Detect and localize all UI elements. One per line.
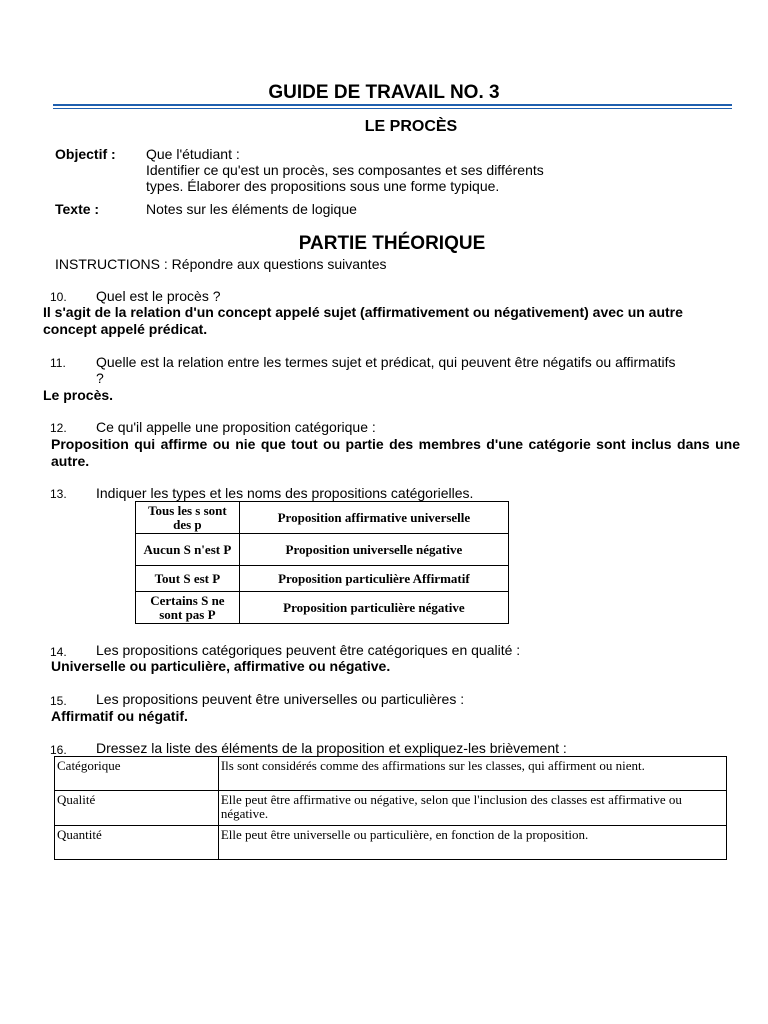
answer-text: Il s'agit de la relation d'un concept appelé sujet (affirmativement ou négativement) avec un autre concept appelé prédicat. xyxy=(43,304,683,337)
answer-text: Proposition qui affirme ou nie que tout ou partie des membres d'une catégorie sont inclus dans une autre. xyxy=(51,436,740,469)
question-number: 11. xyxy=(50,356,66,370)
texte-label: Texte : xyxy=(55,201,100,217)
table-row xyxy=(55,791,727,826)
question-text: Indiquer les types et les noms des propositions catégorielles. xyxy=(96,485,474,501)
question-text: Dressez la liste des éléments de la proposition et expliquez-les brièvement : xyxy=(96,740,567,756)
objectif-line: Identifier ce qu'est un procès, ses composantes et ses différents xyxy=(146,162,544,178)
objectif-line: types. Élaborer des propositions sous une forme typique. xyxy=(146,178,500,194)
table-row xyxy=(55,826,727,860)
objectif-line: Que l'étudiant : xyxy=(146,146,240,162)
question-number: 16. xyxy=(50,743,67,757)
title-rule-thick xyxy=(53,104,732,106)
objectif-text xyxy=(146,146,544,194)
section-title: PARTIE THÉORIQUE xyxy=(298,233,486,254)
element-term: Quantité xyxy=(55,826,219,860)
answer-text: Universelle ou particulière, affirmative ou négative. xyxy=(51,658,391,674)
element-term: Catégorique xyxy=(55,757,219,791)
question-text: Les propositions catégoriques peuvent être catégoriques en qualité : xyxy=(96,642,521,658)
question-number: 10. xyxy=(50,290,67,304)
document-subtitle: LE PROCÈS xyxy=(364,118,458,135)
proposition-name: Proposition universelle négative xyxy=(239,534,508,566)
proposition-name: Proposition particulière Affirmatif xyxy=(239,566,508,592)
question-text: Quelle est la relation entre les termes sujet et prédicat, qui peuvent être négatifs ou affirmatifs ? xyxy=(96,354,676,386)
element-description: Elle peut être affirmative ou négative, selon que l'inclusion des classes est affirmative ou négative. xyxy=(218,791,726,826)
table-row xyxy=(136,534,509,566)
document-title: GUIDE DE TRAVAIL NO. 3 xyxy=(268,82,500,103)
texte-value: Notes sur les éléments de logique xyxy=(146,201,357,217)
proposition-name: Proposition affirmative universelle xyxy=(239,502,508,534)
element-description: Ils sont considérés comme des affirmations sur les classes, qui affirment ou nient. xyxy=(218,757,726,791)
question-number: 15. xyxy=(50,694,67,708)
table-row xyxy=(136,502,509,534)
element-description: Elle peut être universelle ou particulière, en fonction de la proposition. xyxy=(218,826,726,860)
table-row xyxy=(136,566,509,592)
element-term: Qualité xyxy=(55,791,219,826)
elements-table xyxy=(54,756,727,860)
table-row xyxy=(136,592,509,624)
question-number: 14. xyxy=(50,645,67,659)
proposition-form: Certains S ne sont pas P xyxy=(136,592,240,624)
proposition-form: Aucun S n'est P xyxy=(136,534,240,566)
question-text: Quel est le procès ? xyxy=(96,288,221,304)
answer-text: Le procès. xyxy=(43,387,114,403)
propositions-table xyxy=(135,501,509,624)
question-text: Ce qu'il appelle une proposition catégorique : xyxy=(96,419,376,435)
proposition-form: Tous les s sont des p xyxy=(136,502,240,534)
question-number: 13. xyxy=(50,487,67,501)
question-text: Les propositions peuvent être universelles ou particulières : xyxy=(96,691,465,707)
title-rule-thin xyxy=(53,108,732,109)
table-row xyxy=(55,757,727,791)
instructions-text: INSTRUCTIONS : Répondre aux questions suivantes xyxy=(55,256,387,272)
proposition-name: Proposition particulière négative xyxy=(239,592,508,624)
question-number: 12. xyxy=(50,421,67,435)
objectif-label: Objectif : xyxy=(55,146,116,162)
proposition-form: Tout S est P xyxy=(136,566,240,592)
answer-text: Affirmatif ou négatif. xyxy=(51,708,188,724)
